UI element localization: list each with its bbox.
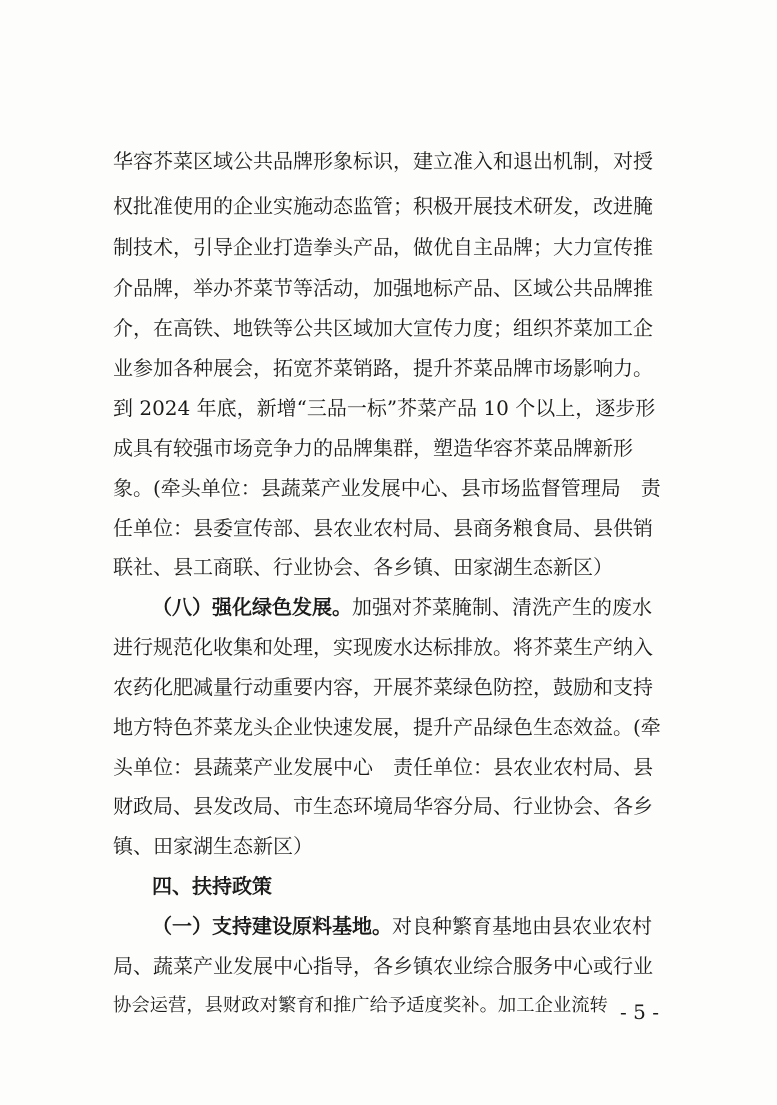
body-line-9: 象。(牵头单位：县蔬菜产业发展中心、县市场监督管理局 责 [113, 476, 661, 500]
body-line-21: 局、蔬菜产业发展中心指导，各乡镇农业综合服务中心或行业 [113, 954, 653, 978]
body-line-1: 华容芥菜区域公共品牌形象标识，建立准入和退出机制，对授 [113, 149, 653, 173]
subsection-eight-title: （八）强化绿色发展。 [152, 595, 352, 619]
body-line-18: 镇、田家湖生态新区） [113, 834, 313, 858]
body-line-16: 头单位：县蔬菜产业发展中心 责任单位：县农业农村局、县 [113, 755, 653, 779]
body-line-7: 到 2024 年底，新增“三品一标”芥菜产品 10 个以上，逐步形 [113, 396, 656, 420]
body-line-3: 制技术，引导企业打造拳头产品，做优自主品牌；大力宣传推 [113, 235, 653, 259]
body-line-2: 权批准使用的企业实施动态监管；积极开展技术研发，改进腌 [113, 194, 653, 218]
body-line-17: 财政局、县发改局、市生态环境局华容分局、行业协会、各乡 [113, 794, 653, 818]
body-line-8: 成具有较强市场竞争力的品牌集群，塑造华容芥菜品牌新形 [113, 436, 633, 460]
section-heading: 四、扶持政策 [152, 874, 272, 898]
body-line-4: 介品牌，举办芥菜节等活动，加强地标产品、区域公共品牌推 [113, 276, 653, 300]
subsection-one-line: （一）支持建设原料基地。对良种繁育基地由县农业农村 [152, 914, 652, 938]
body-line-6: 业参加各种展会，拓宽芥菜销路，提升芥菜品牌市场影响力。 [113, 356, 653, 380]
subsection-one-title: （一）支持建设原料基地。 [152, 914, 392, 938]
body-line-22: 协会运营，县财政对繁育和推广给予适度奖补。加工企业流转 [113, 995, 608, 1016]
body-line-14: 农药化肥减量行动重要内容，开展芥菜绿色防控，鼓励和支持 [113, 675, 653, 699]
body-line-11: 联社、县工商联、行业协会、各乡镇、田家湖生态新区） [113, 555, 613, 579]
body-line-10: 任单位：县委宣传部、县农业农村局、县商务粮食局、县供销 [113, 516, 653, 540]
body-line-13: 进行规范化收集和处理，实现废水达标排放。将芥菜生产纳入 [113, 635, 653, 659]
subsection-eight-line: （八）强化绿色发展。加强对芥菜腌制、清洗产生的废水 [152, 595, 652, 619]
body-line-15: 地方特色芥菜龙头企业快速发展，提升产品绿色生态效益。(牵 [113, 715, 661, 739]
page-number: - 5 - [620, 1000, 659, 1024]
body-line-5: 介，在高铁、地铁等公共区域加大宣传力度；组织芥菜加工企 [113, 316, 653, 340]
